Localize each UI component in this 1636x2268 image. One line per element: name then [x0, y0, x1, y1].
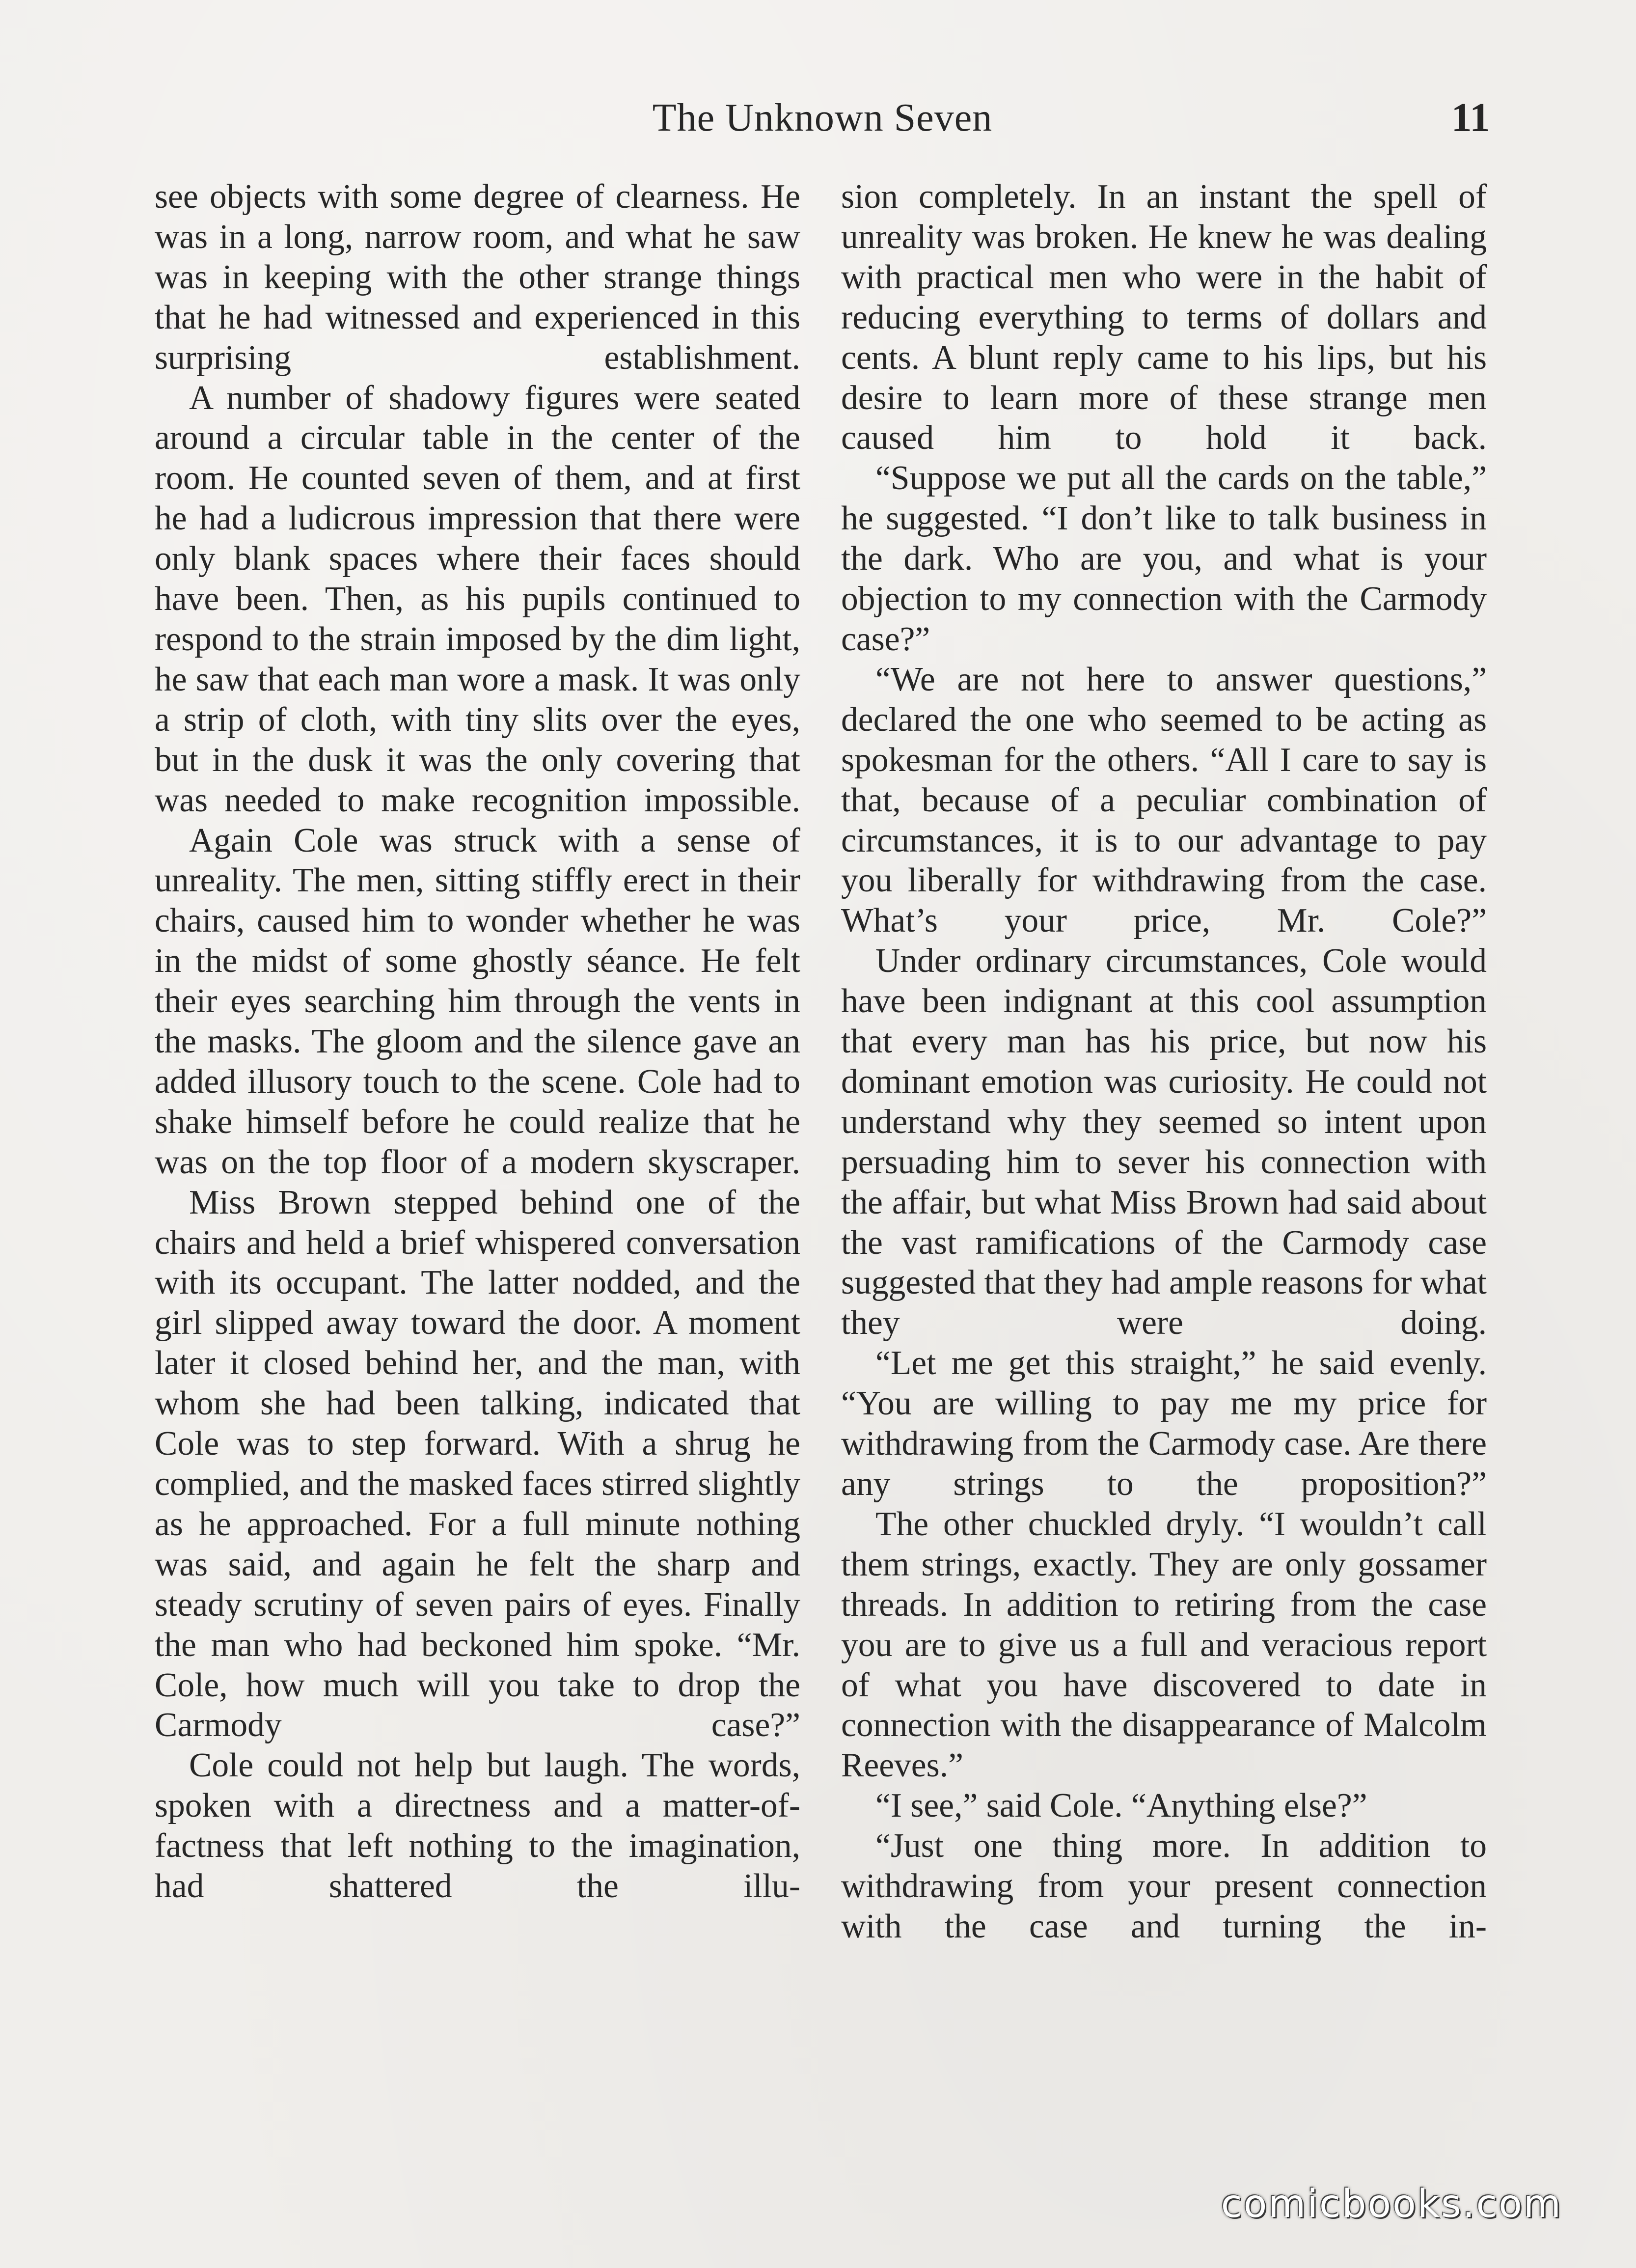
watermark: comicbooks.com — [1221, 2182, 1562, 2226]
paragraph: A number of shadowy figures were seated around a circular table in the center of the room. He counted seven of them, and at first he had a ludicrous impression that there were only blank spaces where their faces should have been. Then, as his pupils continued to respond to the strain imposed by the dim light, he saw that each man wore a mask. It was only a strip of cloth, with tiny slits over the eyes, but in the dusk it was the only covering that was needed to make recognition impossible. — [155, 379, 800, 819]
paragraph: Under ordinary circumstances, Cole would have been indignant at this cool assumption that every man has his price, but now his dominant emotion was curiosity. He could not understand why they seemed so intent upon persuading him to sever his connection with the affair, but what Miss Brown had said about the vast ramifications of the Carmody case suggested that they had ample reasons for what they were doing. — [841, 942, 1487, 1342]
paragraph: “Let me get this straight,” he said evenly. “You are willing to pay me my price for withdrawing from the Carmody case. Are there any strings to the proposition?” — [841, 1344, 1487, 1503]
paragraph: Cole could not help but laugh. The words, spoken with a directness and a matter-of-factness that left nothing to the imagination, had shattered the illu- — [155, 1746, 800, 1906]
paragraph: “Suppose we put all the cards on the table,” he suggested. “I don’t like to talk business in the dark. Who are you, and what is your objection to my connection with the Carmody case?” — [841, 459, 1487, 658]
paragraph: Again Cole was struck with a sense of unreality. The men, sitting stiffly erect in their chairs, caused him to wonder whether he was in the midst of some ghostly séance. He felt their eyes searching him through the vents in the masks. The gloom and the silence gave an added illusory touch to the scene. Cole had to shake himself before he could realize that he was on the top floor of a modern skyscraper. — [155, 821, 800, 1181]
page-number: 11 — [1451, 95, 1490, 140]
paragraph: Miss Brown stepped behind one of the chairs and held a brief whispered conversation with its occupant. The latter nodded, and the girl slipped away toward the door. A moment later it closed behind her, and the man, with whom she had been talking, indicated that Cole was to step forward. With a shrug he complied, and the masked faces stirred slightly as he approached. For a full minute nothing was said, and again he felt the sharp and steady scrutiny of seven pairs of eyes. Finally the man who had beckoned him spoke. “Mr. Cole, how much will you take to drop the Carmody case?” — [155, 1183, 800, 1744]
right-column — [841, 177, 1487, 1947]
paragraph: see objects with some degree of clearness. He was in a long, narrow room, and what he saw was in keeping with the other strange things that he had witnessed and experienced in this surprising establishment. — [155, 178, 800, 377]
paragraph: “I see,” said Cole. “Anything else?” — [875, 1787, 1367, 1825]
paragraph: “We are not here to answer questions,” declared the one who seemed to be acting as spokesman for the others. “All I care to say is that, because of a peculiar combination of circumstances, it is to our advantage to pay you liberally for withdrawing from the case. What’s your price, Mr. Cole?” — [841, 660, 1487, 940]
paragraph: The other chuckled dryly. “I wouldn’t call them strings, exactly. They are only gossamer threads. In addition to retiring from the case you are to give us a full and veracious report of what you have discovered to date in connection with the disappearance of Malcolm Reeves.” — [841, 1505, 1487, 1785]
left-column — [155, 177, 800, 1907]
paragraph: “Just one thing more. In addition to withdrawing from your present connection with the case and turning the in- — [841, 1827, 1487, 1945]
page-header — [155, 91, 1490, 145]
running-title: The Unknown Seven — [652, 96, 993, 139]
paragraph: sion completely. In an instant the spell of unreality was broken. He knew he was dealing with practical men who were in the habit of reducing everything to terms of dollars and cents. A blunt reply came to his lips, but his desire to learn more of these strange men caused him to hold it back. — [841, 178, 1487, 457]
